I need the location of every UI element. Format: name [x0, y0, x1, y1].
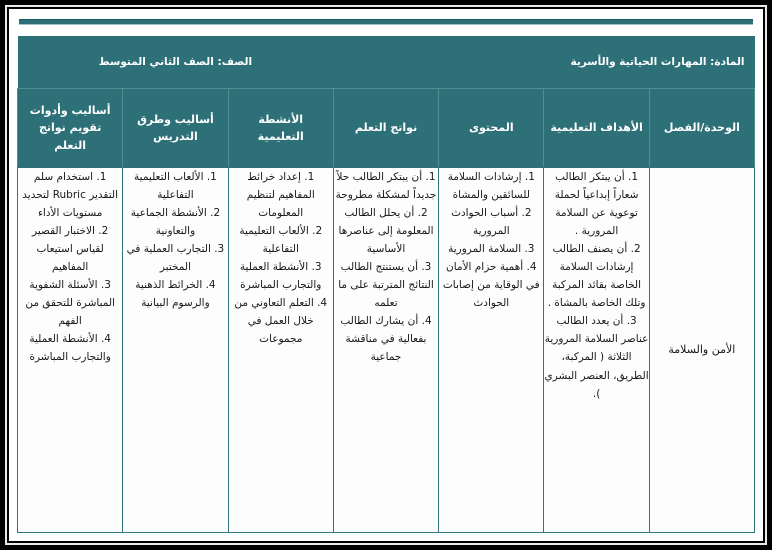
outcomes-list [334, 168, 438, 367]
table-head [18, 36, 755, 168]
list-item: 2. أن يحلل الطالب المعلومة إلى عناصرها الأساسية [338, 207, 434, 256]
list-item: 4. الأنشطة العملية والتجارب المباشرة [29, 333, 111, 364]
content-list [439, 168, 543, 312]
list-item: 2. أن يصنف الطالب إرشادات السلامة الخاصة بقائد المركبة وتلك الخاصة بالمشاة . [547, 243, 646, 310]
cell-objectives [544, 168, 649, 533]
list-item: 2. الألعاب التعليمية التفاعلية [239, 225, 323, 256]
assessment-list [18, 168, 122, 367]
activities-list [229, 168, 333, 348]
list-item: 2. أسباب الحوادث المرورية [451, 207, 532, 238]
list-item: 1. إعداد خرائط المفاهيم لتنظيم المعلومات [246, 171, 315, 220]
col-header-unit: الوحدة/الفصل [649, 89, 754, 168]
subject-label: المادة: المهارات الحياتية والأسرية [333, 36, 754, 89]
list-item: 1. استخدام سلم التقدير Rubric لتحديد مستويات الأداء [22, 171, 119, 220]
lesson-plan-sheet [17, 36, 755, 533]
col-header-methods: أساليب وطرق التدريس [123, 89, 228, 168]
col-header-activities: الأنشطة التعليمية [228, 89, 333, 168]
grade-label: الصف: الصف الثاني المتوسط [18, 36, 334, 89]
list-item: 3. السلامة المرورية [448, 243, 535, 256]
list-item: 1. الألعاب التعليمية التفاعلية [134, 171, 217, 202]
table-row [18, 168, 755, 533]
list-item: 3. أن يستنتج الطالب النتائج المترتبة على ما تعلمه [338, 261, 434, 310]
col-header-objectives: الأهداف التعليمية [544, 89, 649, 168]
list-item: 3. التجارب العملية في المختبر [126, 243, 225, 274]
col-header-assessment: أساليب وأدوات تقويم نواتج التعلم [18, 89, 123, 168]
list-item: 3. أن يعدد الطالب عناصر السلامة المرورية الثلاثة ( المركبة، الطريق، العنصر البشري ). [544, 315, 649, 400]
latin-term: Rubric [52, 189, 86, 202]
cell-assessment [18, 168, 123, 533]
col-header-outcomes: نواتج التعلم [333, 89, 438, 168]
list-item: 3. الأسئلة الشفوية المباشرة للتحقق من الفهم [25, 279, 115, 328]
lesson-plan-table [17, 36, 755, 533]
list-item: 1. أن يبتكر الطالب حلاً جديداً لمشكلة مطروحة [335, 171, 437, 202]
list-item: 2. الاختبار القصير لقياس استيعاب المفاهيم [32, 225, 109, 274]
list-item: 1. أن يبتكر الطالب شعاراً إبداعياً لحملة توعوية عن السلامة المرورية . [554, 171, 639, 238]
list-item: 4. التعلم التعاوني من خلال العمل في مجموعات [234, 297, 328, 346]
cell-outcomes [333, 168, 438, 533]
middle-frame [5, 5, 767, 545]
meta-header-row [18, 36, 755, 89]
column-header-row [18, 89, 755, 168]
list-item: 3. الأنشطة العملية والتجارب المباشرة [239, 261, 322, 292]
list-item: 4. الخرائط الذهنية والرسوم البيانية [135, 279, 216, 310]
cell-activities [228, 168, 333, 533]
cell-unit: الأمن والسلامة [649, 168, 754, 533]
methods-list [123, 168, 227, 312]
table-body [18, 168, 755, 533]
list-item: 1. إرشادات السلامة للسائقين والمشاة [447, 171, 535, 202]
top-divider-rule [19, 19, 753, 25]
page-canvas [9, 9, 763, 541]
cell-content [439, 168, 544, 533]
list-item: 4. أهمية حزام الأمان في الوقاية من إصابات الحوادث [442, 261, 540, 310]
objectives-list [544, 168, 648, 403]
cell-methods [123, 168, 228, 533]
list-item: 2. الأنشطة الجماعية والتعاونية [130, 207, 221, 238]
col-header-content: المحتوى [439, 89, 544, 168]
list-item: 4. أن يشارك الطالب بفعالية في مناقشة جماعية [340, 315, 432, 364]
